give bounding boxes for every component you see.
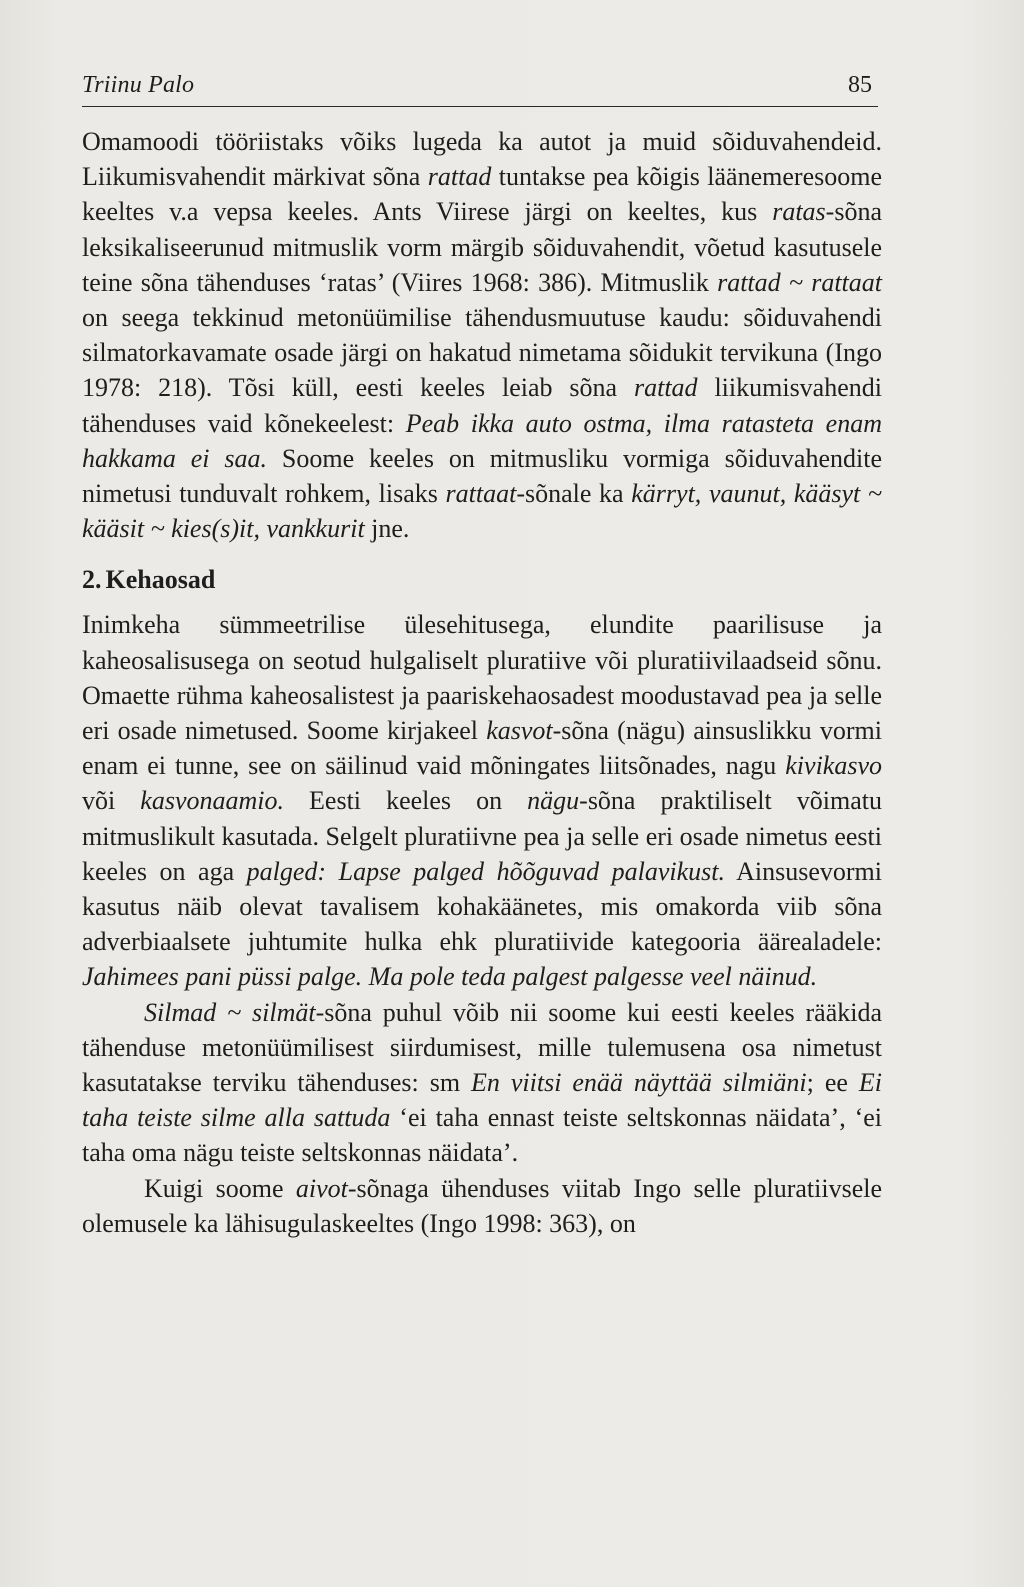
paragraph-brain: Kuigi soome aivot-sõnaga ühenduses viitab Ingo selle pluratiivsele olemusele ka lähisugulaskeeltes (Ingo 1998: 363), on — [82, 1173, 882, 1238]
running-head-author: Triinu Palo — [82, 72, 195, 98]
paragraph-vehicles: Omamoodi tööriistaks võiks lugeda ka autot ja muid sõiduvahendeid. Liikumisvahendit märkivat sõna rattad tuntakse pea kõigis läänemeresoome keeltes v.a vepsa keeles. Ants Viirese järgi on keeltes, kus ratas-sõna leksikaliseerunud mitmuslik vorm märgib sõiduvahendit, võetud kasutusele teine sõna tähenduses ‘ratas’ (Viires 1968: 386). Mitmuslik rattad ~ rattaat on seega tekkinud metonüümilise tähendusmuutuse kaudu: sõiduvahendi silmatorkavamate osade järgi on hakatud nimetama sõidukit tervikuna (Ingo 1978: 218). Tõsi küll, eesti keeles leiab sõna rattad liikumisvahendi tähenduses vaid kõnekeelest: Peab ikka auto ostma, ilma ratasteta enam hakkama ei saa. Soome keeles on mitmusliku vormiga sõiduvahendite nimetusi tunduvalt rohkem, lisaks rattaat-sõnale ka kärryt, vaunut, kääsyt ~ kääsit ~ kies(s)it, vankkurit jne. — [82, 127, 883, 544]
body-text — [82, 124, 882, 1241]
section-heading — [82, 565, 882, 595]
section-title: Kehaosad — [105, 565, 216, 595]
paragraph-body-parts: Inimkeha sümmeetrilise ülesehitusega, elundite paarilisuse ja kaheosalisusega on seotud hulgaliselt pluratiive või pluratiivilaadseid sõnu. Omaette rühma kaheosalistest ja paariskehaosadest moodustavad pea ja selle eri osade nimetused. Soome kirjakeel kasvot-sõna (nägu) ainsuslikku vormi enam ei tunne, see on säilinud vaid mõningates liitsõnades, nagu kivikasvo või kasvonaamio. Eesti keeles on nägu-sõna praktiliselt võimatu mitmuslikult kasutada. Selgelt pluratiivne pea ja selle eri osade nimetus eesti keeles on aga palged: Lapse palged hõõguvad palavikust. Ainsusevormi kasutus näib olevat tavalisem kohakäänetes, mis omakorda viib sõna adverbiaalsete juhtumite hulka ehk pluratiivide kategooria äärealadele: Jahimees pani püssi palge. Ma pole teda palgest palgesse veel näinud. — [82, 610, 882, 992]
paragraph-eyes: Silmad ~ silmät-sõna puhul võib nii soome kui eesti keeles rääkida tähenduse metonüümilisest siirdumisest, mille tulemusena osa nimetust kasutatakse terviku tähenduses: sm En viitsi enää näyttää silmiäni; ee Ei taha teiste silme alla sattuda ‘ei taha ennast teiste seltskonnas näidata’, ‘ei taha oma nägu teiste seltskonnas näidata’. — [82, 997, 882, 1168]
page-number: 85 — [848, 72, 872, 98]
section-number: 2. — [82, 565, 102, 595]
running-header — [82, 70, 878, 107]
